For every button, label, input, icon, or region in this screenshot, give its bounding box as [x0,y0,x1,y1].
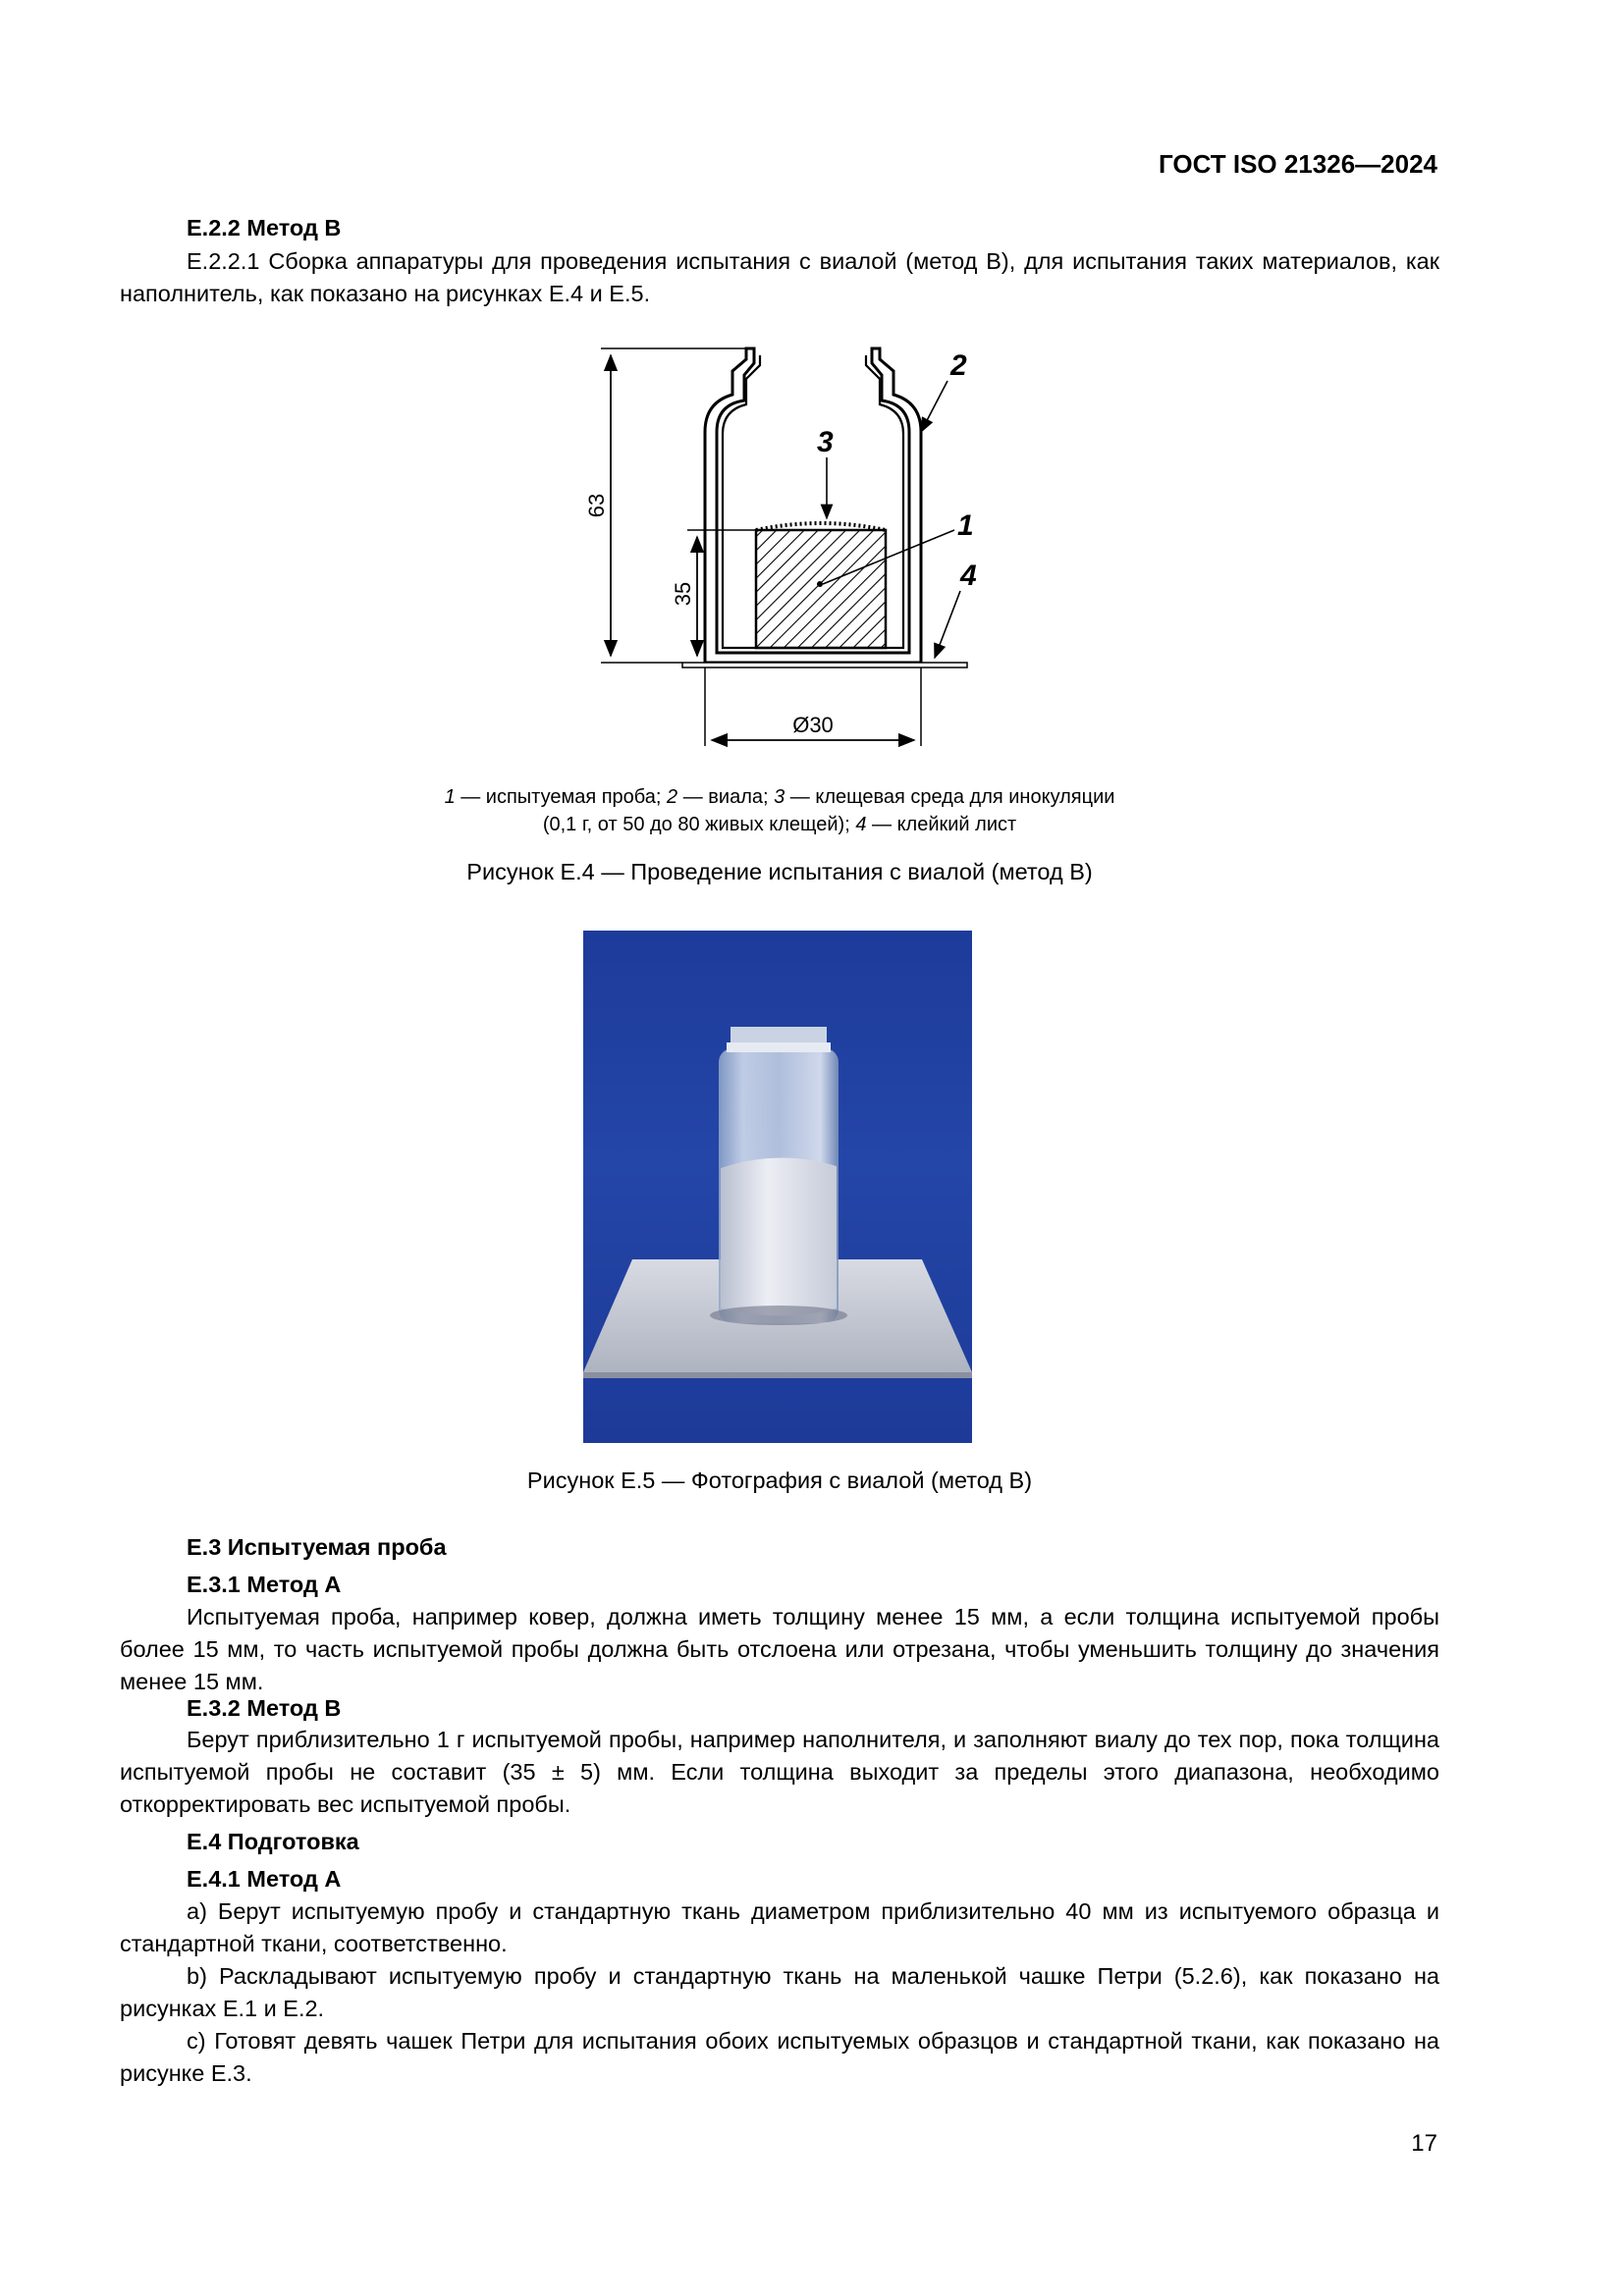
dim-35-label: 35 [671,581,695,607]
photo-powder [721,1157,837,1315]
section-title-e3: Е.3 Испытуемая проба [187,1534,447,1560]
callout-2-leader [921,381,947,432]
sample-hatched [756,530,886,648]
callout-4: 4 [960,560,977,592]
section-title-e32: Е.3.2 Метод В [187,1695,342,1721]
callout-3: 3 [817,426,834,458]
paragraph-e41-a: a) Берут испытуемую пробу и стандартную ткань диаметром приблизительно 40 мм из испытуемого образца и стандартной ткани, соответственно. [120,1898,1439,1956]
figure-e5-photo [583,931,972,1443]
figure-e4-caption: Рисунок Е.4 — Проведение испытания с виалой (метод В) [466,859,1093,884]
dim-dia-label: Ø30 [792,713,834,737]
section-title-e41: Е.4.1 Метод А [187,1866,342,1892]
paragraph-e41-c: c) Готовят девять чашек Петри для испытания обоих испытуемых образцов и стандартной ткани, как показано на рисунке Е.3. [120,2028,1439,2086]
callout-1: 1 [957,509,974,542]
section-title-e31: Е.3.1 Метод А [187,1572,342,1597]
page-number: 17 [1411,2130,1437,2157]
callout-2: 2 [950,349,967,382]
dim-63-label: 63 [584,493,609,518]
paragraph-e32: Берут приблизительно 1 г испытуемой пробы, например наполнителя, и заполняют виалу до тех пор, пока толщина испытуемой пробы не составит (35 ± 5) мм. Если толщина выходит за пределы этого диапазона, необходимо откорректировать вес испытуемой пробы. [120,1727,1439,1817]
sample-center-dot [817,581,823,587]
document-id: ГОСТ ISO 21326—2024 [1158,149,1437,179]
paragraph-e31: Испытуемая проба, например ковер, должна иметь толщину менее 15 мм, а если толщина испытуемой пробы более 15 мм, то часть испытуемой пробы должна быть отслоена или отрезана, чтобы уменьшить толщину до значения менее 15 мм. [120,1604,1439,1694]
figure-e4-legend: 1 — испытуемая проба; 2 — виала; 3 — клещевая среда для инокуляции (0,1 г, от 50 до 80 живых клещей); 4 — клейкий лист [444,786,1115,835]
section-title-e4: Е.4 Подготовка [187,1829,359,1854]
section-title-e22: Е.2.2 Метод В [187,215,342,240]
figure-e5-caption: Рисунок Е.5 — Фотография с виалой (метод В) [526,1468,1033,1493]
adhesive-sheet [682,663,967,667]
paragraph-e221: Е.2.2.1 Сборка аппаратуры для проведения испытания с виалой (метод В), для испытания таких материалов, как наполнитель, как показано на рисунках Е.4 и Е.5. [120,248,1439,306]
paragraph-e41-b: b) Раскладывают испытуемую пробу и стандартную ткань на маленькой чашке Петри (5.2.6), как показано на рисунках Е.1 и Е.2. [120,1963,1439,2021]
vial-photo-illustration [583,931,972,1443]
callout-4-leader [935,591,960,658]
figure-e4-drawing [569,334,1001,766]
